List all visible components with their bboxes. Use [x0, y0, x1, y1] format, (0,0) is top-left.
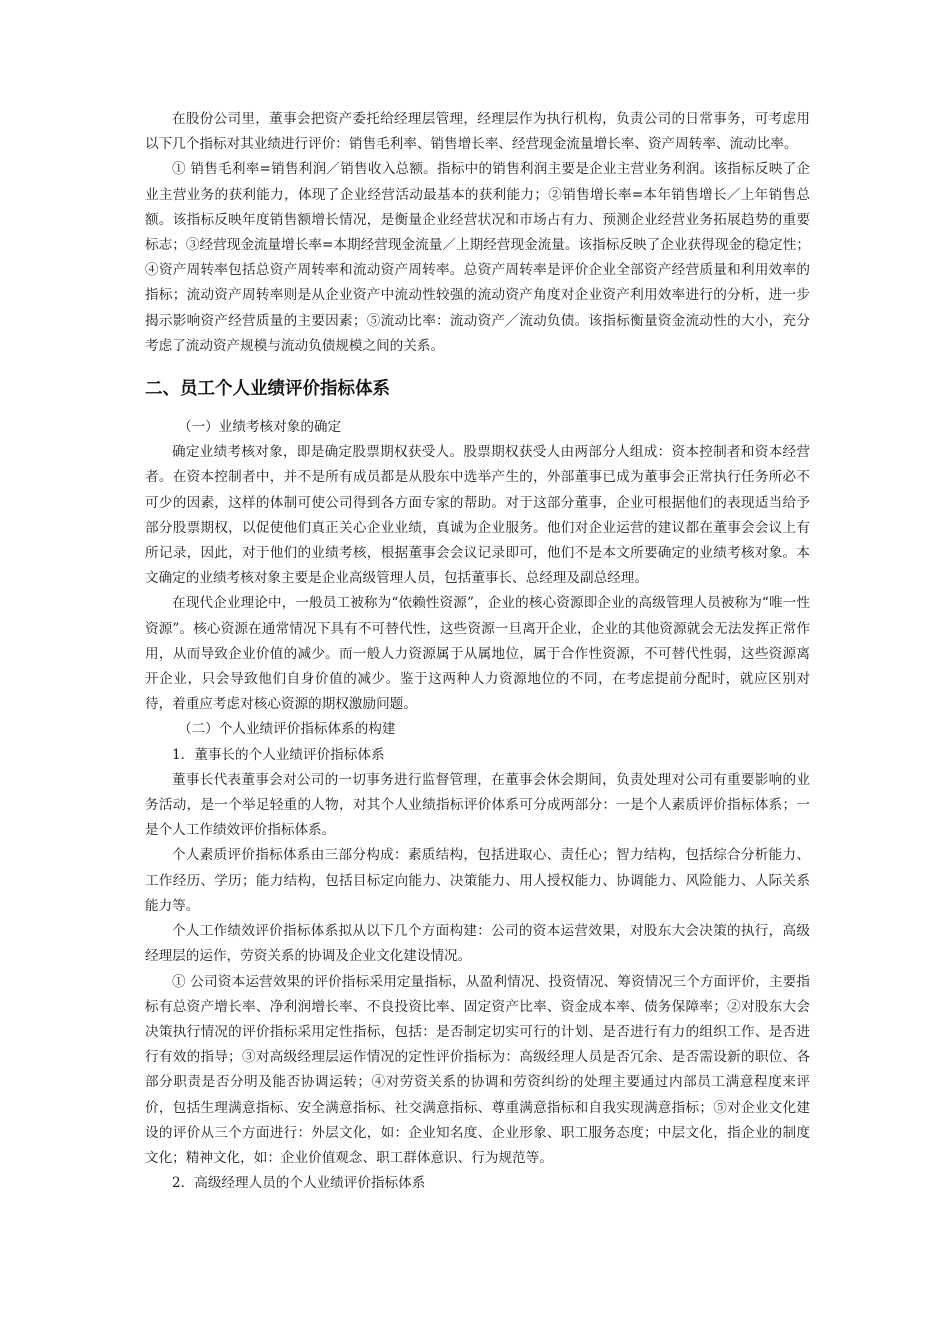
section-heading: 二、员工个人业绩评价指标体系 — [145, 379, 390, 400]
subheading: 1．董事长的个人业绩评价指标体系 — [172, 746, 385, 763]
paragraph: 在现代企业理论中，一般员工被称为“依赖性资源”，企业的核心资源即企业的高级管理人员被称为“唯一性资源”。核心资源在通常情况下具有不可替代性，这些资源一旦离开企业，企业的其他资源就会无法发挥正常作用，从而导致企业价值的减少。而一般人力资源属于从属地位，属于合作性资源，不可替代性弱，这些资源离开企业，只会导致他们自身价值的减少。鉴于这两种人力资源地位的不同，在考虑提前分配时，就应区别对待，着重应考虑对核心资源的期权激励问题。 — [145, 595, 810, 713]
subheading: 2．高级经理人员的个人业绩评价指标体系 — [172, 1175, 426, 1192]
paragraph: 确定业绩考核对象，即是确定股票期权获受人。股票期权获受人由两部分人组成：资本控制者和资本经营者。在资本控制者中，并不是所有成员都是从股东中选举产生的，外部董事已成为董事会正常执行任务所必不可少的因素，这样的体制可使公司得到各方面专家的帮助。对于这部分董事，企业可根据他们的表现适当给予部分股票期权，以促使他们真正关心企业业绩，真诚为企业服务。他们对企业运营的建议都在董事会会议上有所记录，因此，对于他们的业绩考核，根据董事会会议记录即可，他们不是本文所要确定的业绩考核对象。本文确定的业绩考核对象主要是企业高级管理人员，包括董事长、总经理及副总经理。 — [145, 444, 810, 587]
paragraph: ① 销售毛利率=销售利润／销售收入总额。指标中的销售利润主要是企业主营业务利润。该指标反映了企业主营业务的获利能力，体现了企业经营活动最基本的获利能力；②销售增长率=本年销售增长／上年销售总额。该指标反映年度销售额增长情况，是衡量企业经营状况和市场占有力、预测企业经营业务拓展趋势的重要标志；③经营现金流量增长率=本期经营现金流量／上期经营现金流量。该指标反映了企业获得现金的稳定性；④资产周转率包括总资产周转率和流动资产周转率。总资产周转率是评价企业全部资产经营质量和利用效率的指标；流动资产周转率则是从企业资产中流动性较强的流动资产角度对企业资产利用效率进行的分析，进一步揭示影响资产经营质量的主要因素；⑤流动比率：流动资产／流动负债。该指标衡量资金流动性的大小，充分考虑了流动资产规模与流动负债规模之间的关系。 — [145, 161, 810, 354]
subheading: （二）个人业绩评价指标体系的构建 — [178, 721, 396, 738]
paragraph: 董事长代表董事会对公司的一切事务进行监督管理，在董事会休会期间，负责处理对公司有重要影响的业务活动，是一个举足轻重的人物，对其个人业绩指标评价体系可分成两部分：一是个人素质评价指标体系；一是个人工作绩效评价指标体系。 — [145, 771, 810, 839]
document-page — [145, 107, 810, 1196]
paragraph: 个人素质评价指标体系由三部分构成：素质结构，包括进取心、责任心；智力结构，包括综合分析能力、工作经历、学历；能力结构，包括目标定向能力、决策能力、用人授权能力、协调能力、风险能力、人际关系能力等。 — [145, 847, 810, 914]
subheading: （一）业绩考核对象的确定 — [178, 419, 342, 436]
paragraph: 在股份公司里，董事会把资产委托给经理层管理，经理层作为执行机构，负责公司的日常事务，可考虑用以下几个指标对其业绩进行评价：销售毛利率、销售增长率、经营现金流量增长率、资产周转率、流动比率。 — [145, 111, 810, 153]
paragraph: ① 公司资本运营效果的评价指标采用定量指标，从盈利情况、投资情况、筹资情况三个方面评价，主要指标有总资产增长率、净利润增长率、不良投资比率、固定资产比率、资金成本率、债务保障率；②对股东大会决策执行情况的评价指标采用定性指标，包括：是否制定切实可行的计划、是否进行有力的组织工作、是否进行有效的指导；③对高级经理层运作情况的定性评价指标为：高级经理人员是否冗余、是否需设新的职位、各部分职责是否分明及能否协调运转；④对劳资关系的协调和劳资纠纷的处理主要通过内部员工满意程度来评价，包括生理满意指标、安全满意指标、社交满意指标、尊重满意指标和自我实现满意指标；⑤对企业文化建设的评价从三个方面进行：外层文化，如：企业知名度、企业形象、职工服务态度；中层文化，指企业的制度文化；精神文化，如：企业价值观念、职工群体意识、行为规范等。 — [145, 973, 810, 1166]
paragraph: 个人工作绩效评价指标体系拟从以下几个方面构建：公司的资本运营效果，对股东大会决策的执行，高级经理层的运作，劳资关系的协调及企业文化建设情况。 — [145, 923, 810, 965]
